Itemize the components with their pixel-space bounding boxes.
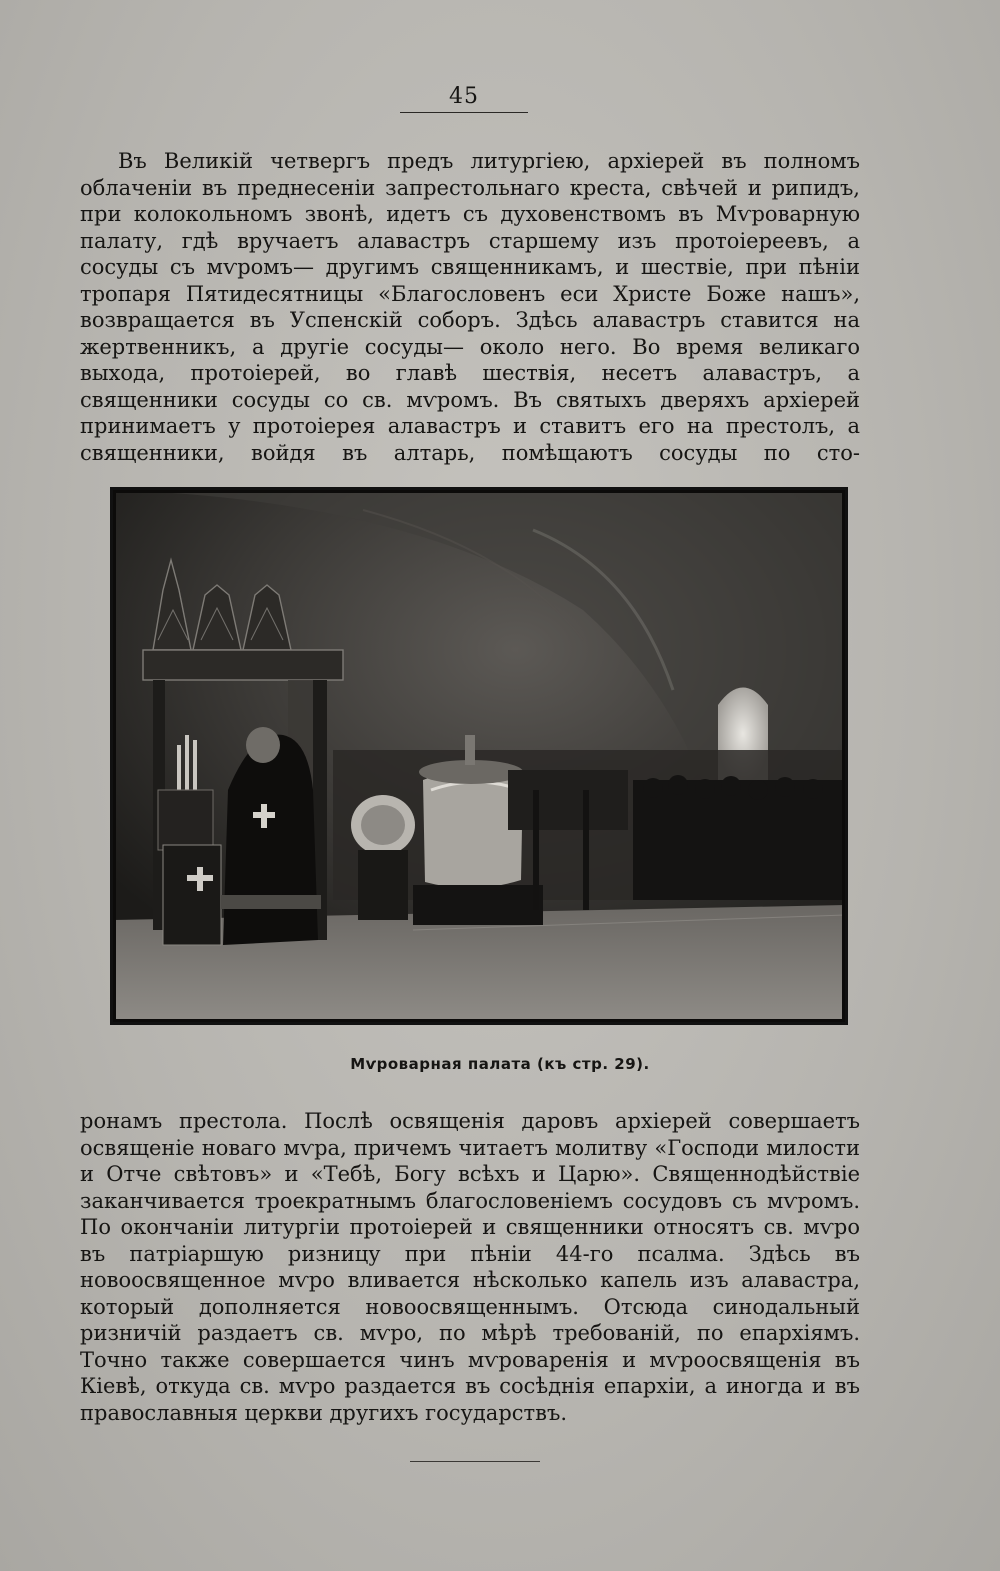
photo-myrrh-chamber	[110, 487, 848, 1025]
page-number: 45	[449, 84, 479, 109]
paragraph-top	[80, 148, 860, 466]
paragraph-top-text: Въ Великій четвергъ предъ литургіею, архіерей въ полномъ облаченіи въ преднесеніи запрестольнаго креста, свѣчей и рипидъ, при колокольномъ звонѣ, идетъ съ духовенствомъ въ Мѵроварную палату, гдѣ вручаетъ алавастръ старшему изъ протоіереевъ, а сосуды съ мѵромъ— другимъ священникамъ, и шествіе, при пѣніи тропаря Пятидесятницы «Благословенъ еси Христе Боже нашъ», возвращается въ Успенскій соборъ. Здѣсь алавастръ ставится на жертвенникъ, а другіе сосуды— около него. Во время великаго выхода, протоіерей, во главѣ шествія, несетъ алавастръ, а священники сосуды со св. мѵромъ. Въ святыхъ дверяхъ архіерей принимаетъ у протоіерея алавастръ и ставитъ его на престолъ, а священники, войдя въ алтарь, помѣщаютъ сосуды по сто-	[80, 149, 860, 465]
photo-illustration	[113, 490, 845, 1022]
page-number-rule	[400, 112, 528, 113]
paragraph-bottom: ронамъ престола. Послѣ освященія даровъ архіерей совершаетъ освященіе новаго мѵра, причемъ читаетъ молитву «Господи милости и Отче свѣтовъ» и «Тебѣ, Богу всѣхъ и Царю». Священнодѣйствіе заканчивается троекратнымъ благословеніемъ сосудовъ съ мѵромъ. По окончаніи литургіи протоіерей и священники относятъ св. мѵро въ патріаршую ризницу при пѣніи 44-го псалма. Здѣсь въ новоосвященное мѵро вливается нѣсколько капель изъ алавастра, который дополняется новоосвященнымъ. Отсюда синодальный ризничій раздаетъ св. мѵро, по мѣрѣ требованій, по епархіямъ. Точно также совершается чинъ мѵроваренія и мѵроосвященія въ Кіевѣ, откуда св. мѵро раздается въ сосѣднія епархіи, а иногда и въ православныя церкви другихъ государствъ.	[80, 1109, 860, 1425]
figure-caption: Мѵроварная палата (къ стр. 29).	[350, 1055, 650, 1073]
footnote-rule	[410, 1461, 540, 1462]
